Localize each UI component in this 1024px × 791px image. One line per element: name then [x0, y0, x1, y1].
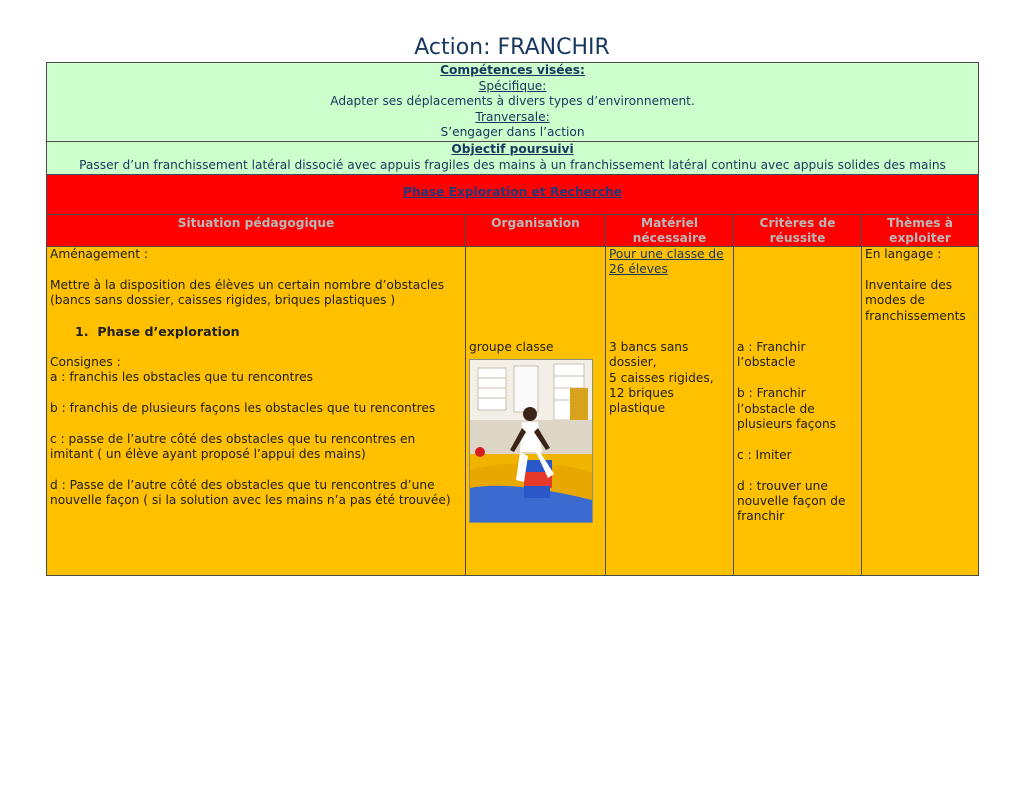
materiel-heading: Pour une classe de 26 éleves: [609, 247, 724, 277]
competences-cell: [47, 63, 979, 142]
critere-a: a : Franchir l’obstacle: [737, 340, 806, 370]
phase-exploration-title: [50, 324, 462, 339]
competences-row: [47, 63, 979, 142]
transversal-heading: Tranversale:: [475, 109, 550, 124]
themes-heading: En langage :: [865, 247, 942, 261]
objective-cell: [47, 142, 979, 175]
critere-c: c : Imiter: [737, 447, 792, 462]
header-materiel: Matériel nécessaire: [606, 215, 734, 247]
phase-heading: Phase Exploration et Recherche: [47, 175, 979, 215]
materiel-cell: [606, 247, 734, 576]
classroom-photo: [469, 359, 593, 523]
header-criteres: Critères de réussite: [734, 215, 862, 247]
competences-heading: Compétences visées:: [440, 63, 585, 77]
header-themes: Thèmes à exploiter: [862, 215, 979, 247]
phase-number: 1.: [75, 324, 89, 339]
lesson-table: [46, 62, 979, 576]
header-situation: Situation pédagogique: [47, 215, 466, 247]
themes-text: Inventaire des modes de franchissements: [865, 277, 966, 323]
specific-heading: Spécifique:: [478, 78, 547, 93]
critere-b: b : Franchir l’obstacle de plusieurs façons: [737, 386, 837, 432]
organisation-cell: [466, 247, 606, 576]
consigne-c: c : passe de l’autre côté des obstacles que tu rencontres en imitant ( un élève ayant proposé l’appui des mains): [50, 431, 416, 462]
objective-row: [47, 142, 979, 175]
content-row: [47, 247, 979, 576]
header-organisation: Organisation: [466, 215, 606, 247]
materiel-item-boxes: 5 caisses rigides,: [609, 370, 714, 385]
page-title: Action: FRANCHIR: [414, 35, 610, 60]
objective-text: Passer d’un franchissement latéral dissocié avec appuis fragiles des mains à un franchissement latéral continu avec appuis solides des mains: [79, 157, 946, 172]
transversal-text: S’engager dans l’action: [440, 125, 585, 140]
phase-row: [47, 175, 979, 215]
column-header-row: [47, 215, 979, 247]
critere-d: d : trouver une nouvelle façon de franchir: [737, 478, 846, 524]
situation-cell: [47, 247, 466, 576]
themes-cell: [862, 247, 979, 576]
objective-heading: Objectif poursuivi: [451, 142, 574, 156]
consigne-a: a : franchis les obstacles que tu rencontres: [50, 370, 313, 385]
amenagement-label: Aménagement :: [50, 247, 148, 261]
materiel-item-bricks: 12 briques plastique: [609, 386, 674, 416]
amenagement-text: Mettre à la disposition des élèves un certain nombre d’obstacles (bancs sans dossier, caisses rigides, briques plastiques ): [50, 277, 445, 308]
phase-title-text: Phase d’exploration: [97, 324, 240, 339]
consigne-b: b : franchis de plusieurs façons les obstacles que tu rencontres: [50, 401, 436, 415]
consigne-d: d : Passe de l’autre côté des obstacles que tu rencontres d’une nouvelle façon ( si la solution avec les mains n’a pas été trouvée): [50, 478, 451, 508]
organisation-text: groupe classe: [469, 340, 554, 354]
criteres-cell: [734, 247, 862, 576]
consignes-label: Consignes :: [50, 354, 121, 369]
materiel-item-benches: 3 bancs sans dossier,: [609, 339, 689, 370]
specific-text: Adapter ses déplacements à divers types d’environnement.: [330, 94, 695, 109]
